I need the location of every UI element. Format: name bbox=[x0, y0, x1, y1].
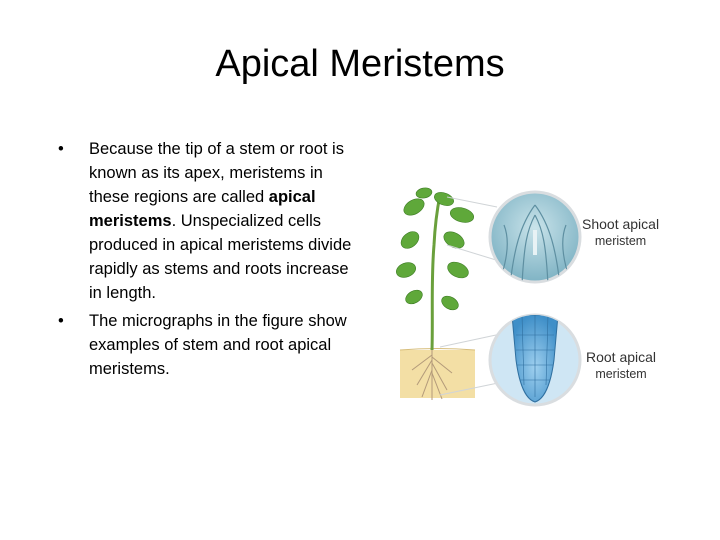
shoot-micrograph bbox=[490, 192, 580, 285]
root-label-line2: meristem bbox=[595, 367, 647, 381]
bullet-text: Because the tip of a stem or root is known as its apex, meristems in these regions are called bbox=[89, 140, 344, 206]
shoot-apical-meristem-label bbox=[582, 216, 659, 250]
bullet-text-end: . Unspecialized cells produced in apical meristems divide rapidly as stems and roots increase in length. bbox=[89, 212, 352, 302]
bullet-list bbox=[58, 137, 358, 385]
bullet-bold-term: apical meristems bbox=[89, 188, 316, 230]
root-micrograph bbox=[490, 315, 580, 405]
slide-title: Apical Meristems bbox=[215, 43, 505, 85]
meristem-figure bbox=[392, 185, 682, 410]
shoot-label-line2: meristem bbox=[594, 234, 647, 248]
root-apical-meristem-label bbox=[586, 349, 656, 383]
bullet-text: The micrographs in the figure show examples of stem and root apical meristems. bbox=[89, 312, 347, 378]
bullet-marker: • bbox=[58, 312, 64, 330]
bullet-item bbox=[58, 137, 358, 305]
shoot-label-line1: Shoot apical bbox=[582, 216, 660, 232]
plant-stem bbox=[432, 195, 440, 350]
bullet-item bbox=[58, 309, 358, 381]
root-label-line1: Root apical bbox=[586, 349, 657, 365]
bullet-marker: • bbox=[58, 140, 64, 158]
